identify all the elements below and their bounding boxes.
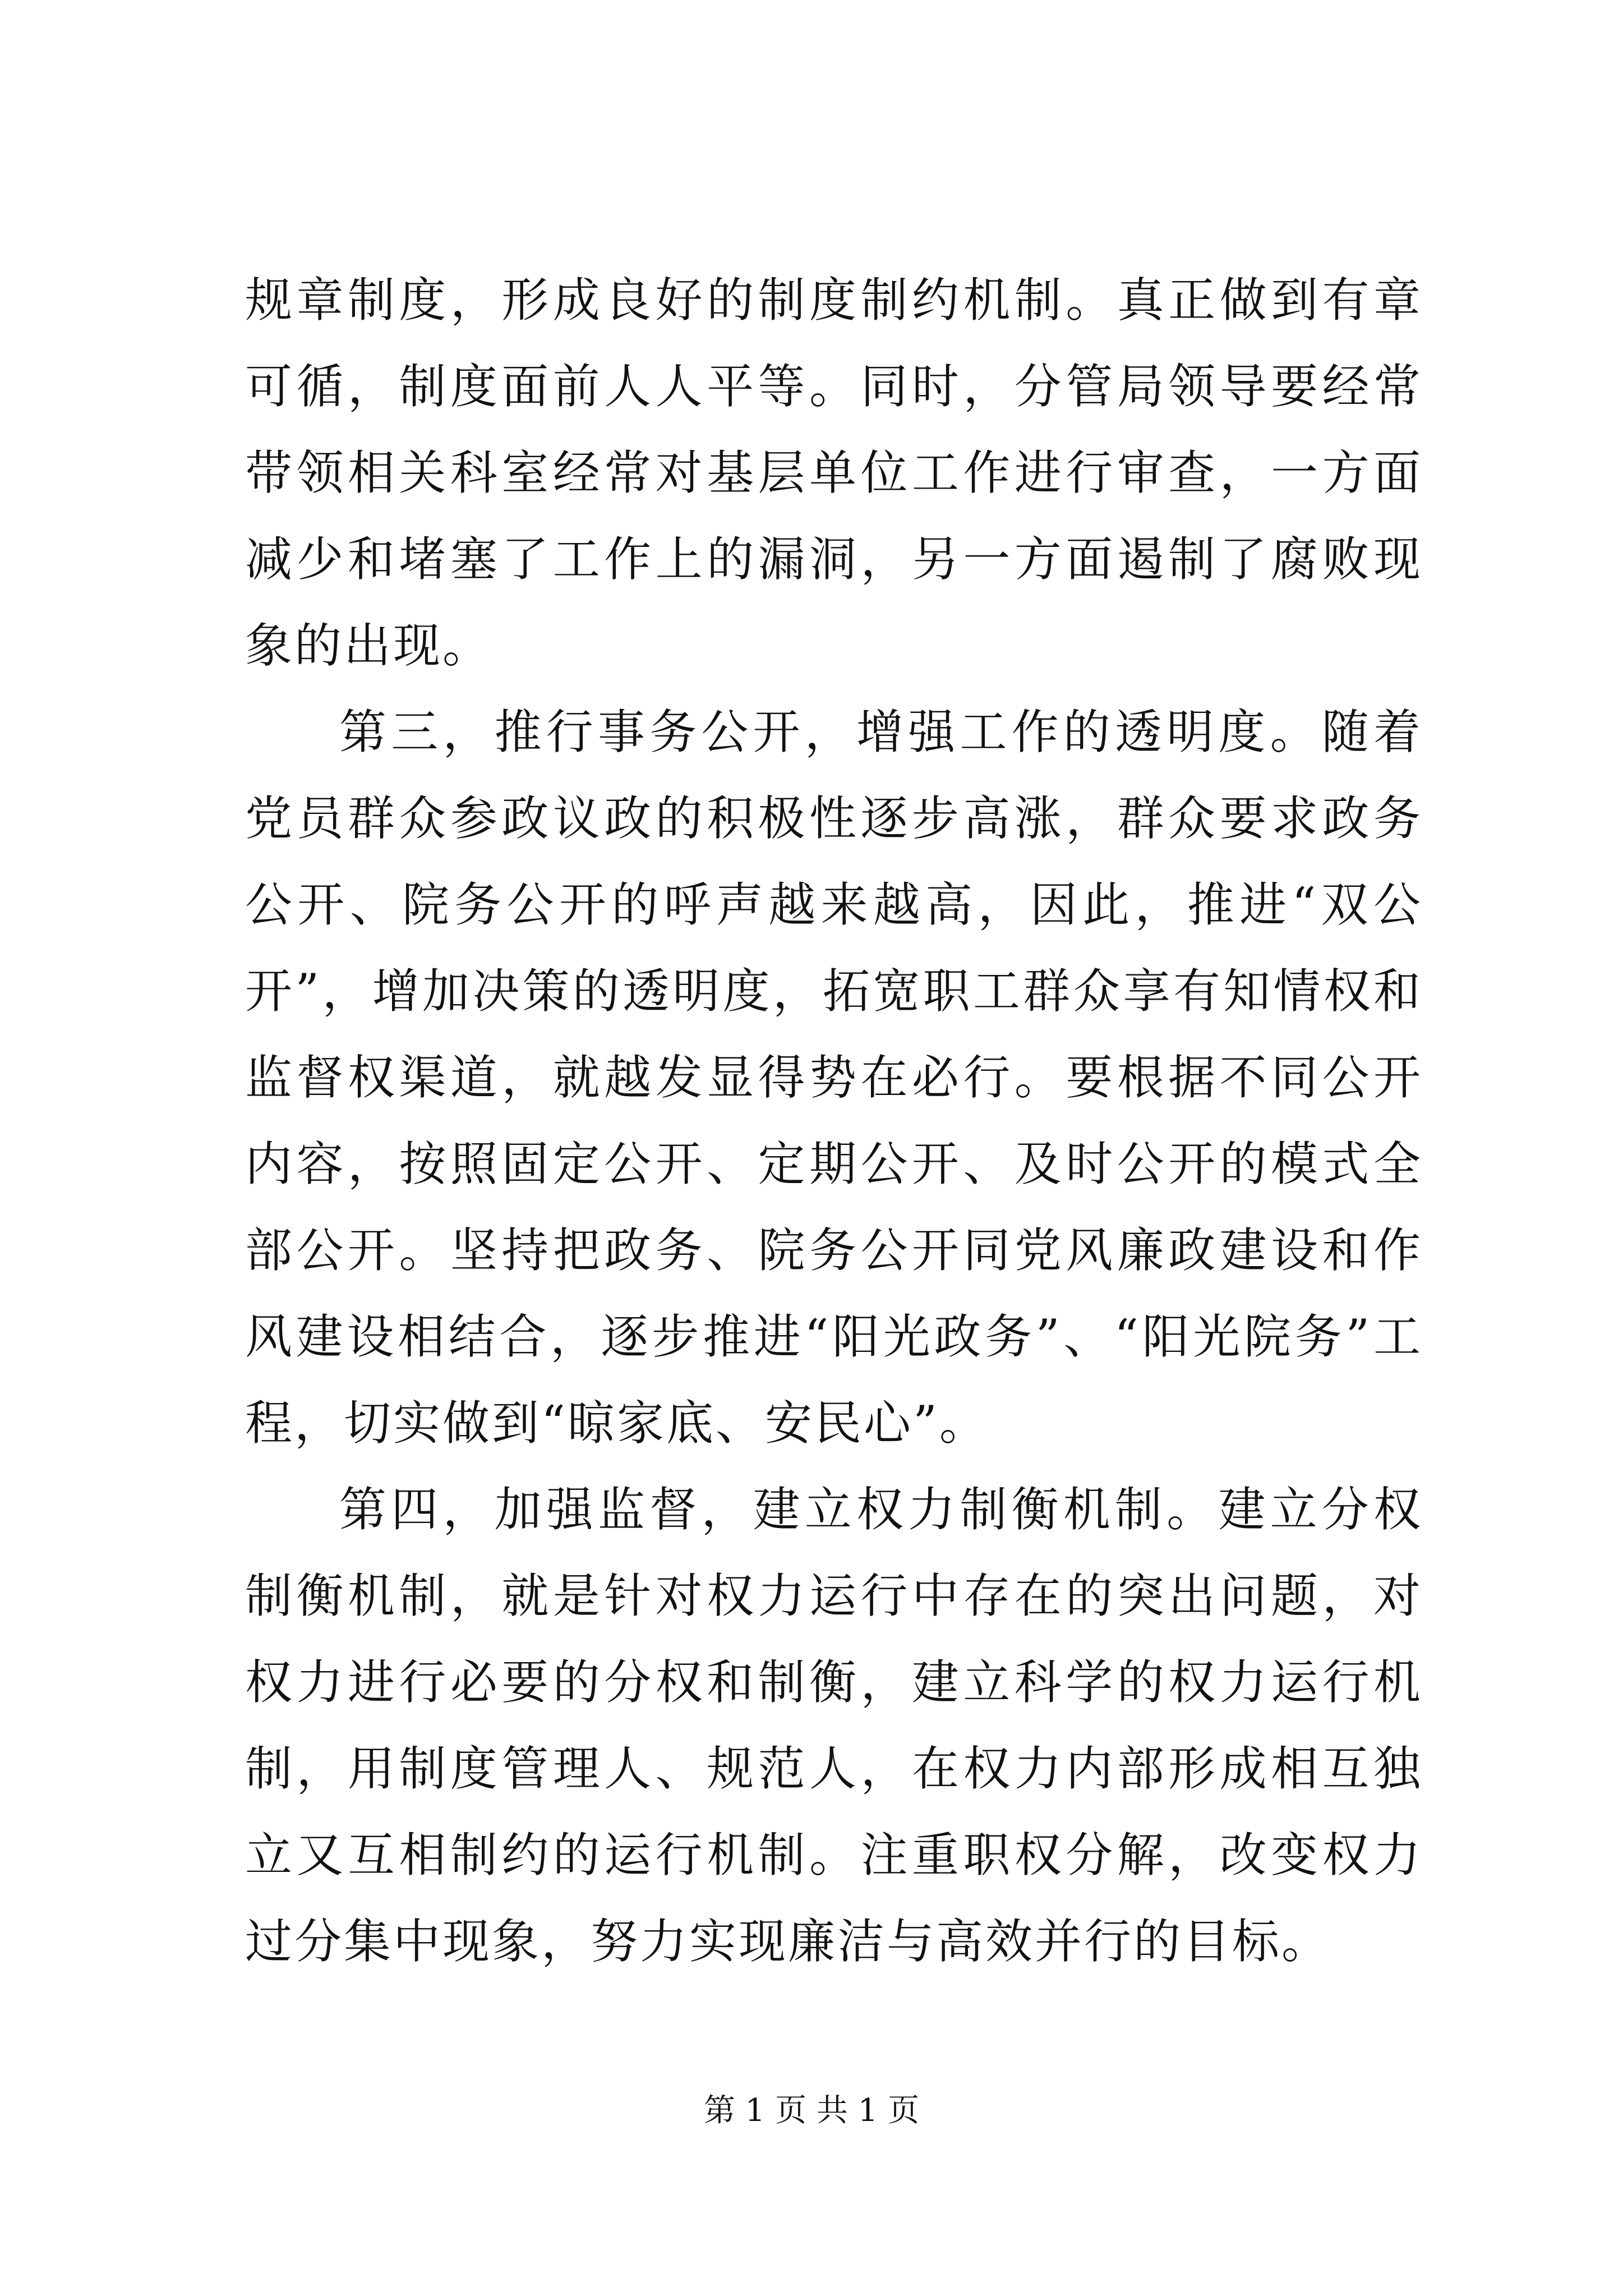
- paragraph-fourth-point: 第四，加强监督，建立权力制衡机制。建立分权制衡机制，就是针对权力运行中存在的突出问题，对权力进行必要的分权和制衡，建立科学的权力运行机制，用制度管理人、规范人，在权力内部形成相互独立又互相制约的运行机制。注重职权分解，改变权力过分集中现象，努力实现廉洁与高效并行的目标。: [245, 1482, 1423, 1969]
- paragraph-continuation: 规章制度，形成良好的制度制约机制。真正做到有章可循，制度面前人人平等。同时，分管局领导要经常带领相关科室经常对基层单位工作进行审查，一方面减少和堵塞了工作上的漏洞，另一方面遏制了腐败现象的出现。: [245, 273, 1423, 673]
- page-footer: 第 1 页 共 1 页: [703, 2092, 920, 2129]
- paragraph-third-point: 第三，推行事务公开，增强工作的透明度。随着党员群众参政议政的积极性逐步高涨，群众要求政务公开、院务公开的呼声越来越高，因此，推进“双公开”，增加决策的透明度，拓宽职工群众享有知情权和监督权渠道，就越发显得势在必行。要根据不同公开内容，按照固定公开、定期公开、及时公开的模式全部公开。坚持把政务、院务公开同党风廉政建设和作风建设相结合，逐步推进“阳光政务”、“阳光院务”工程，切实做到“晾家底、安民心”。: [245, 705, 1423, 1451]
- document-body: [245, 257, 1423, 1985]
